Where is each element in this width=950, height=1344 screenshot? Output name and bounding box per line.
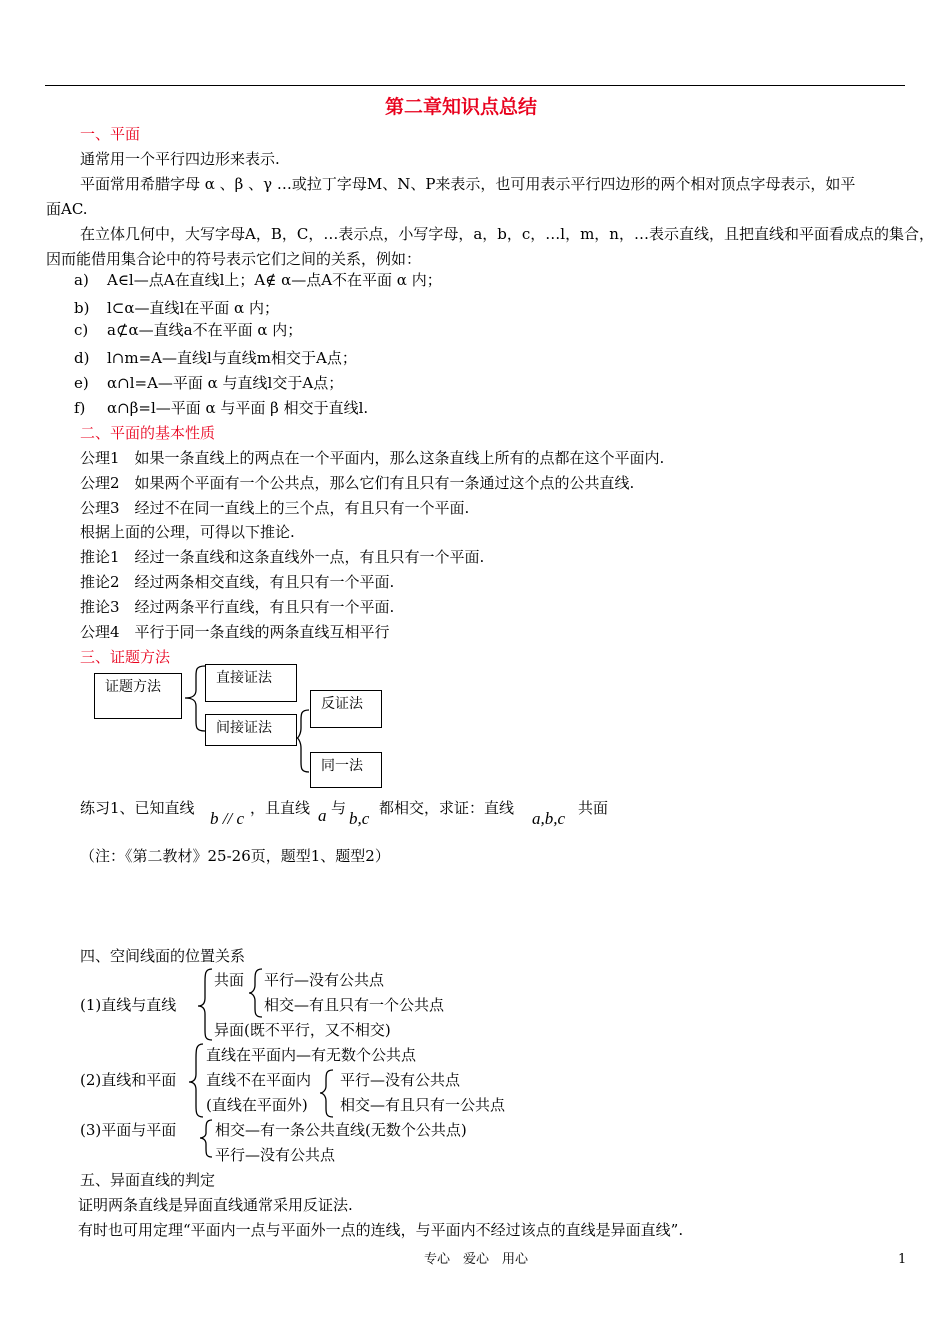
footer-slogan: 专心 爱心 用心	[424, 1252, 529, 1267]
list-item-label: d)	[74, 349, 90, 367]
exercise-text-2: ，且直线	[250, 799, 311, 817]
list-item-label: f)	[74, 399, 86, 417]
plane-plane-parallel: 平行—没有公共点	[215, 1146, 336, 1164]
axiom-line: 推论2 经过两条相交直线，有且只有一个平面.	[80, 573, 395, 591]
axiom-line: 公理3 经过不在同一直线上的三个点，有且只有一个平面.	[80, 499, 470, 517]
group-plane-plane: (3)平面与平面	[80, 1121, 177, 1139]
axiom-line: 根据上面的公理，可得以下推论.	[80, 523, 295, 541]
plane-plane-intersect: 相交—有一条公共直线(无数个公共点)	[215, 1121, 467, 1139]
line-line-intersect: 相交—有且只有一个公共点	[264, 996, 445, 1014]
s1-paragraph-2a: 平面常用希腊字母 α 、β 、γ …或拉丁字母M、N、P来表示，也可用表示平行四边形的两个相对顶点字母表示，如平	[80, 175, 856, 193]
brace-coplanar	[249, 969, 262, 1017]
line-line-skew: 异面(既不平行，又不相交)	[214, 1021, 391, 1039]
exercise-text-3: 与	[331, 799, 347, 817]
list-item-label: c)	[74, 321, 89, 339]
s1-paragraph-3b: 因而能借用集合论中的符号表示它们之间的关系，例如：	[46, 250, 422, 268]
s1-paragraph-3a: 在立体几何中，大写字母A，B，C，…表示点，小写字母，a，b，c，…l，m，n，…表示直线，且把直线和平面看成点的集合，	[80, 225, 934, 243]
s1-paragraph-2b: 面AC.	[46, 200, 88, 218]
brace-line-plane	[189, 1044, 203, 1117]
brace-proof-methods	[185, 666, 205, 731]
page-title: 第二章知识点总结	[385, 96, 538, 118]
list-item-text: α∩l=A—平面 α 与直线l交于A点；	[107, 374, 344, 392]
line-outside-plane: (直线在平面外)	[206, 1096, 308, 1114]
section-5-heading: 五、异面直线的判定	[80, 1171, 216, 1189]
list-item-label: a)	[74, 271, 89, 289]
identity-method-box: 同一法	[310, 752, 382, 788]
s5-paragraph-2: 有时也可用定理“平面内一点与平面外一点的连线，与平面内不经过该点的直线是异面直线”.	[78, 1221, 684, 1239]
list-item-label: e)	[74, 374, 89, 392]
s5-paragraph-1: 证明两条直线是异面直线通常采用反证法.	[78, 1196, 353, 1214]
section-1-heading: 一、平面	[80, 125, 141, 143]
exercise-text-4: 都相交，求证：直线	[379, 799, 515, 817]
math-b-c: b,c	[349, 809, 370, 828]
list-item-text: α∩β=l—平面 α 与平面 β 相交于直线l.	[107, 399, 369, 417]
axiom-line: 公理2 如果两个平面有一个公共点，那么它们有且只有一条通过这个点的公共直线.	[80, 474, 635, 492]
exercise-text-5: 共面	[578, 799, 609, 817]
line-not-in-plane: 直线不在平面内	[206, 1071, 312, 1089]
group-line-line: (1)直线与直线	[80, 996, 177, 1014]
list-item-text: l⊂α—直线l在平面 α 内；	[107, 299, 279, 317]
proof-methods-box: 证题方法	[94, 673, 182, 719]
indirect-proof-box: 间接证法	[205, 714, 297, 746]
axiom-line: 推论1 经过一条直线和这条直线外一点，有且只有一个平面.	[80, 548, 485, 566]
brace-indirect-methods	[297, 710, 309, 772]
exercise-text-1: 练习1、已知直线	[80, 799, 195, 817]
line-plane-intersect: 相交—有且只有一公共点	[340, 1096, 506, 1114]
list-item-text: a⊄α—直线a不在平面 α 内；	[107, 321, 303, 339]
line-line-parallel: 平行—没有公共点	[264, 971, 385, 989]
brace-not-in-plane	[320, 1070, 333, 1117]
section-2-heading: 二、平面的基本性质	[80, 424, 216, 442]
line-plane-parallel: 平行—没有公共点	[340, 1071, 461, 1089]
section-3-heading: 三、证题方法	[80, 648, 171, 666]
group-line-plane: (2)直线和平面	[80, 1071, 177, 1089]
line-in-plane: 直线在平面内—有无数个公共点	[206, 1046, 417, 1064]
math-a: a	[318, 806, 327, 825]
brace-line-line	[198, 969, 212, 1040]
list-item-text: A∈l—点A在直线l上；A∉ α—点A不在平面 α 内；	[107, 271, 442, 289]
list-item-text: l∩m=A—直线l与直线m相交于A点；	[107, 349, 357, 367]
axiom-line: 推论3 经过两条平行直线，有且只有一个平面.	[80, 598, 395, 616]
coplanar-label: 共面	[214, 971, 245, 989]
brace-plane-plane	[200, 1120, 212, 1157]
s1-paragraph-1: 通常用一个平行四边形来表示.	[80, 150, 280, 168]
exercise-note: （注：《第二教材》25-26页，题型1、题型2）	[80, 847, 390, 865]
list-item-label: b)	[74, 299, 90, 317]
math-a-b-c: a,b,c	[532, 809, 566, 828]
page-number: 1	[898, 1252, 907, 1267]
direct-proof-box: 直接证法	[205, 664, 297, 702]
math-b-parallel-c: b // c	[210, 809, 244, 828]
axiom-line: 公理4 平行于同一条直线的两条直线互相平行	[80, 623, 390, 641]
axiom-line: 公理1 如果一条直线上的两点在一个平面内，那么这条直线上所有的点都在这个平面内.	[80, 449, 665, 467]
section-4-heading: 四、空间线面的位置关系	[80, 947, 246, 965]
contradiction-box: 反证法	[310, 690, 382, 728]
